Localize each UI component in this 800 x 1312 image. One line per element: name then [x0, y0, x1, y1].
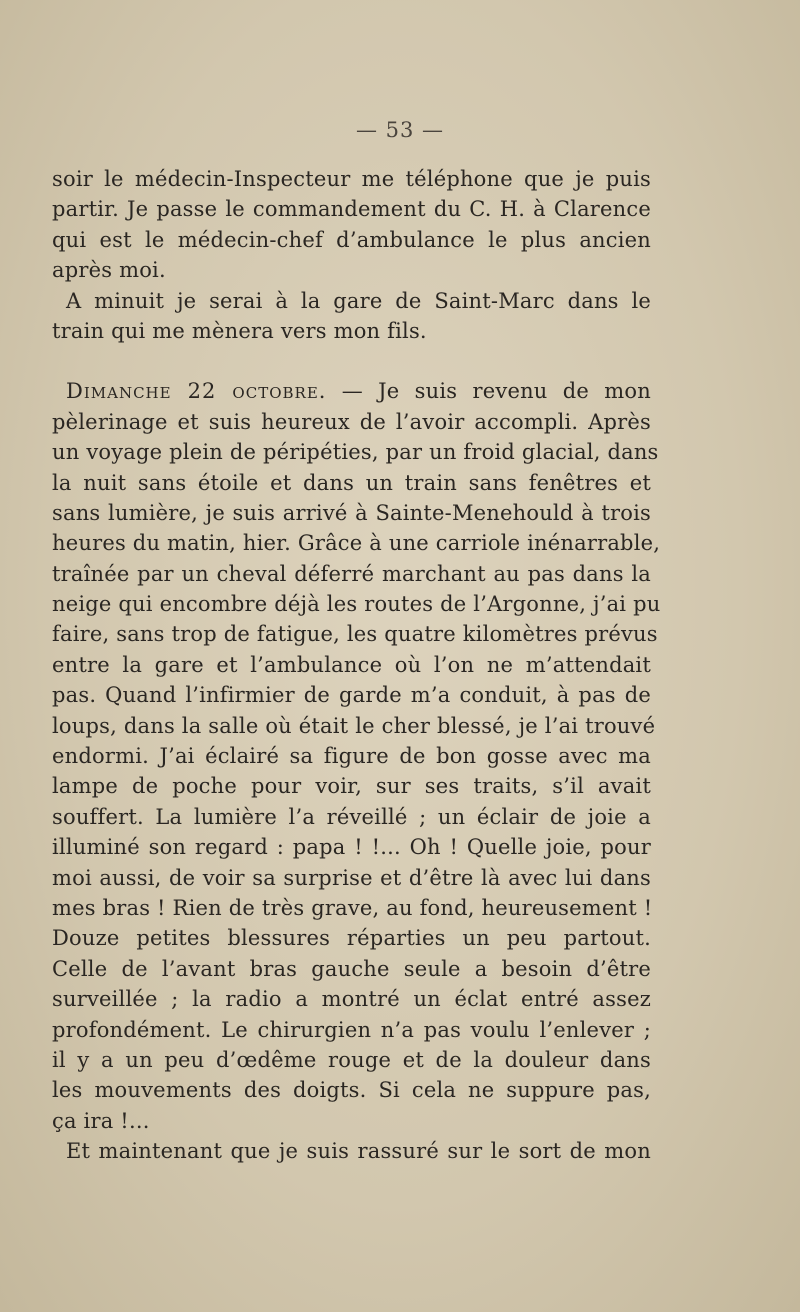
text-line: soir le médecin-Inspecteur me téléphone que je puis [52, 167, 651, 191]
text-line: souffert. La lumière l’a réveillé ; un éclair de joie a [52, 804, 651, 829]
text-line: Et maintenant que je suis rassuré sur le sort de mon [66, 1139, 651, 1164]
paragraph [52, 286, 651, 347]
text-line: entre la gare et l’ambulance où l’on ne m’attendait [52, 652, 651, 677]
text-line: Douze petites blessures réparties un peu partout. [52, 926, 651, 951]
text-line: partir. Je passe le commandement du C. H. à Clarence [52, 197, 651, 222]
text-line: train qui me mènera vers mon fils. [52, 318, 427, 343]
page-number: — 53 — [355, 118, 445, 142]
text-line: sans lumière, je suis arrivé à Sainte-Menehould à trois [52, 500, 651, 525]
text-line: profondément. Le chirurgien n’a pas voulu l’enlever ; [52, 1017, 651, 1042]
text-line: Celle de l’avant bras gauche seule a besoin d’être [52, 956, 651, 981]
text-line: lampe de poche pour voir, sur ses traits, s’il avait [52, 774, 651, 799]
paragraph [52, 1136, 651, 1166]
paragraph [52, 164, 651, 286]
text-line: un voyage plein de péripéties, par un froid glacial, dans [52, 440, 659, 465]
text-line: A minuit je serai à la gare de Saint-Marc dans le [66, 288, 651, 313]
text-line: faire, sans trop de fatigue, les quatre kilomètres prévus [52, 622, 658, 647]
text-line: neige qui encombre déjà les routes de l’Argonne, j’ai pu [52, 592, 661, 617]
text-line: traînée par un cheval déferré marchant au pas dans la [52, 561, 651, 586]
date-heading: Dimanche 22 octobre. [66, 379, 327, 404]
paragraph-spacer [52, 346, 651, 376]
text-line: pas. Quand l’infirmier de garde m’a conduit, à pas de [52, 683, 651, 708]
text-line: surveillée ; la radio a montré un éclat entré assez [52, 987, 651, 1012]
text-line: illuminé son regard : papa ! !... Oh ! Quelle joie, pour [52, 835, 651, 860]
text-line: mes bras ! Rien de très grave, au fond, heureusement ! [52, 895, 653, 920]
paragraph [52, 376, 661, 1136]
text-line: moi aussi, de voir sa surprise et d’être là avec lui dans [52, 865, 651, 890]
text-line: après moi. [52, 258, 166, 283]
text-line: pèlerinage et suis heureux de l’avoir accompli. Après [52, 409, 651, 434]
text-run: — Je suis revenu de mon [326, 379, 651, 404]
text-line: la nuit sans étoile et dans un train sans fenêtres et [52, 470, 651, 495]
text-line: heures du matin, hier. Grâce à une carriole inénarrable, [52, 531, 661, 556]
text-line [52, 376, 651, 406]
text-line: loups, dans la salle où était le cher blessé, je l’ai trouvé [52, 713, 656, 738]
body-text [52, 164, 661, 1167]
text-line: endormi. J’ai éclairé sa figure de bon gosse avec ma [52, 744, 651, 769]
text-line: les mouvements des doigts. Si cela ne suppure pas, [52, 1078, 651, 1103]
text-line: qui est le médecin-chef d’ambulance le plus ancien [52, 227, 651, 252]
text-line: il y a un peu d’œdême rouge et de la douleur dans [52, 1047, 651, 1072]
text-line: ça ira !... [52, 1108, 150, 1133]
